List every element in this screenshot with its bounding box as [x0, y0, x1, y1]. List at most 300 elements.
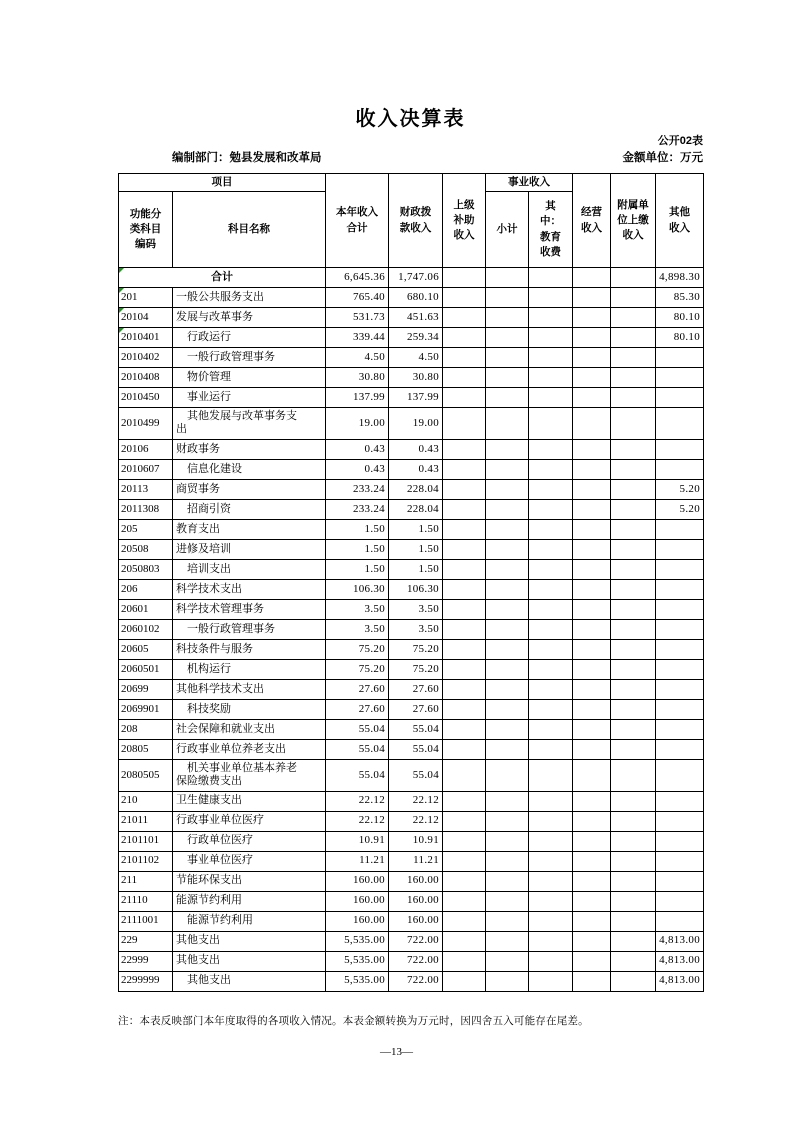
value-affiliated-remittance — [611, 328, 656, 348]
value-operating-income — [573, 479, 611, 499]
value-other-income — [656, 559, 704, 579]
value-total-income: 233.24 — [326, 479, 389, 499]
value-superior-subsidy — [443, 719, 486, 739]
value-total-income: 1.50 — [326, 559, 389, 579]
code-cell: 2101101 — [119, 831, 173, 851]
value-other-income: 5.20 — [656, 479, 704, 499]
value-affiliated-remittance — [611, 739, 656, 759]
value-total-income: 75.20 — [326, 639, 389, 659]
table-row — [119, 911, 704, 931]
value-other-income — [656, 699, 704, 719]
value-superior-subsidy — [443, 268, 486, 288]
value-total-income: 5,535.00 — [326, 971, 389, 991]
table-row — [119, 951, 704, 971]
code-cell: 229 — [119, 931, 173, 951]
value-operating-income — [573, 388, 611, 408]
value-other-income — [656, 639, 704, 659]
name-cell: 能源节约利用 — [173, 911, 326, 931]
value-operating-income — [573, 911, 611, 931]
value-affiliated-remittance — [611, 931, 656, 951]
value-education-fees — [529, 308, 573, 328]
value-operating-income — [573, 719, 611, 739]
code-cell: 20106 — [119, 439, 173, 459]
value-operating-income — [573, 851, 611, 871]
value-fiscal-appropriation: 19.00 — [389, 408, 443, 440]
value-education-fees — [529, 368, 573, 388]
value-affiliated-remittance — [611, 459, 656, 479]
value-operating-income — [573, 308, 611, 328]
header-other-income: 其他收入 — [656, 174, 704, 268]
value-education-fees — [529, 871, 573, 891]
value-subtotal — [486, 811, 529, 831]
value-education-fees — [529, 459, 573, 479]
value-total-income: 30.80 — [326, 368, 389, 388]
value-superior-subsidy — [443, 699, 486, 719]
value-total-income: 19.00 — [326, 408, 389, 440]
code-cell: 22999 — [119, 951, 173, 971]
table-row — [119, 759, 704, 791]
value-education-fees — [529, 931, 573, 951]
value-operating-income — [573, 699, 611, 719]
value-education-fees — [529, 971, 573, 991]
value-education-fees — [529, 439, 573, 459]
value-fiscal-appropriation: 3.50 — [389, 599, 443, 619]
value-education-fees — [529, 539, 573, 559]
value-fiscal-appropriation: 228.04 — [389, 499, 443, 519]
value-operating-income — [573, 328, 611, 348]
value-subtotal — [486, 559, 529, 579]
value-total-income: 160.00 — [326, 911, 389, 931]
value-subtotal — [486, 388, 529, 408]
code-cell: 2060501 — [119, 659, 173, 679]
table-row — [119, 719, 704, 739]
value-superior-subsidy — [443, 951, 486, 971]
value-subtotal — [486, 759, 529, 791]
value-affiliated-remittance — [611, 831, 656, 851]
value-superior-subsidy — [443, 499, 486, 519]
name-cell: 培训支出 — [173, 559, 326, 579]
value-superior-subsidy — [443, 871, 486, 891]
value-education-fees — [529, 348, 573, 368]
value-superior-subsidy — [443, 408, 486, 440]
code-cell: 201 — [119, 288, 173, 308]
value-fiscal-appropriation: 55.04 — [389, 759, 443, 791]
name-cell: 信息化建设 — [173, 459, 326, 479]
table-row — [119, 519, 704, 539]
value-affiliated-remittance — [611, 719, 656, 739]
value-total-income: 5,535.00 — [326, 931, 389, 951]
name-cell: 合计 — [119, 268, 326, 288]
header-total-income: 本年收入合计 — [326, 174, 389, 268]
code-cell: 2010607 — [119, 459, 173, 479]
name-cell: 科技条件与服务 — [173, 639, 326, 659]
name-cell: 进修及培训 — [173, 539, 326, 559]
value-affiliated-remittance — [611, 388, 656, 408]
value-operating-income — [573, 408, 611, 440]
code-cell: 20699 — [119, 679, 173, 699]
header-name: 科目名称 — [173, 192, 326, 268]
value-education-fees — [529, 831, 573, 851]
value-superior-subsidy — [443, 368, 486, 388]
value-total-income: 1.50 — [326, 519, 389, 539]
value-fiscal-appropriation: 160.00 — [389, 911, 443, 931]
value-operating-income — [573, 539, 611, 559]
header-code: 功能分类科目编码 — [119, 192, 173, 268]
value-total-income: 339.44 — [326, 328, 389, 348]
value-other-income — [656, 408, 704, 440]
name-cell: 机关事业单位基本养老保险缴费支出 — [173, 759, 326, 791]
value-subtotal — [486, 831, 529, 851]
value-education-fees — [529, 791, 573, 811]
value-other-income: 4,813.00 — [656, 971, 704, 991]
value-operating-income — [573, 288, 611, 308]
value-operating-income — [573, 268, 611, 288]
name-cell: 科学技术支出 — [173, 579, 326, 599]
value-superior-subsidy — [443, 439, 486, 459]
value-education-fees — [529, 599, 573, 619]
value-superior-subsidy — [443, 831, 486, 851]
table-row — [119, 639, 704, 659]
value-superior-subsidy — [443, 679, 486, 699]
table-row — [119, 931, 704, 951]
name-cell: 能源节约利用 — [173, 891, 326, 911]
value-other-income — [656, 459, 704, 479]
value-fiscal-appropriation: 4.50 — [389, 348, 443, 368]
value-superior-subsidy — [443, 519, 486, 539]
value-subtotal — [486, 519, 529, 539]
value-other-income — [656, 539, 704, 559]
value-superior-subsidy — [443, 911, 486, 931]
value-total-income: 22.12 — [326, 811, 389, 831]
value-fiscal-appropriation: 451.63 — [389, 308, 443, 328]
value-subtotal — [486, 439, 529, 459]
value-operating-income — [573, 871, 611, 891]
name-cell: 事业运行 — [173, 388, 326, 408]
value-superior-subsidy — [443, 971, 486, 991]
value-affiliated-remittance — [611, 891, 656, 911]
value-subtotal — [486, 931, 529, 951]
value-superior-subsidy — [443, 739, 486, 759]
value-affiliated-remittance — [611, 539, 656, 559]
value-fiscal-appropriation: 722.00 — [389, 931, 443, 951]
value-total-income: 5,535.00 — [326, 951, 389, 971]
value-other-income — [656, 368, 704, 388]
table-row — [119, 739, 704, 759]
value-affiliated-remittance — [611, 408, 656, 440]
value-affiliated-remittance — [611, 851, 656, 871]
value-fiscal-appropriation: 22.12 — [389, 811, 443, 831]
code-cell: 2299999 — [119, 971, 173, 991]
value-subtotal — [486, 699, 529, 719]
value-education-fees — [529, 559, 573, 579]
code-cell: 20508 — [119, 539, 173, 559]
code-cell: 20805 — [119, 739, 173, 759]
name-cell: 其他发展与改革事务支出 — [173, 408, 326, 440]
value-superior-subsidy — [443, 348, 486, 368]
value-operating-income — [573, 831, 611, 851]
value-total-income: 531.73 — [326, 308, 389, 328]
value-fiscal-appropriation: 106.30 — [389, 579, 443, 599]
code-cell: 2050803 — [119, 559, 173, 579]
code-cell: 2011308 — [119, 499, 173, 519]
value-operating-income — [573, 951, 611, 971]
value-education-fees — [529, 408, 573, 440]
value-total-income: 55.04 — [326, 719, 389, 739]
value-fiscal-appropriation: 228.04 — [389, 479, 443, 499]
name-cell: 科技奖励 — [173, 699, 326, 719]
table-row — [119, 408, 704, 440]
value-education-fees — [529, 619, 573, 639]
value-operating-income — [573, 971, 611, 991]
name-cell: 物价管理 — [173, 368, 326, 388]
table-row — [119, 811, 704, 831]
value-subtotal — [486, 871, 529, 891]
value-affiliated-remittance — [611, 599, 656, 619]
name-cell: 其他科学技术支出 — [173, 679, 326, 699]
value-subtotal — [486, 791, 529, 811]
value-operating-income — [573, 348, 611, 368]
value-total-income: 55.04 — [326, 739, 389, 759]
value-other-income — [656, 659, 704, 679]
name-cell: 行政单位医疗 — [173, 831, 326, 851]
table-row — [119, 791, 704, 811]
name-cell: 社会保障和就业支出 — [173, 719, 326, 739]
value-affiliated-remittance — [611, 479, 656, 499]
code-cell: 20605 — [119, 639, 173, 659]
name-cell: 财政事务 — [173, 439, 326, 459]
value-affiliated-remittance — [611, 811, 656, 831]
table-row — [119, 368, 704, 388]
value-affiliated-remittance — [611, 639, 656, 659]
value-other-income — [656, 719, 704, 739]
value-education-fees — [529, 388, 573, 408]
income-table — [118, 173, 704, 992]
name-cell: 其他支出 — [173, 931, 326, 951]
value-other-income: 80.10 — [656, 328, 704, 348]
value-fiscal-appropriation: 160.00 — [389, 891, 443, 911]
value-subtotal — [486, 499, 529, 519]
value-fiscal-appropriation: 137.99 — [389, 388, 443, 408]
value-operating-income — [573, 739, 611, 759]
code-cell: 2069901 — [119, 699, 173, 719]
name-cell: 机构运行 — [173, 659, 326, 679]
value-fiscal-appropriation: 0.43 — [389, 439, 443, 459]
value-education-fees — [529, 851, 573, 871]
value-total-income: 106.30 — [326, 579, 389, 599]
value-fiscal-appropriation: 1,747.06 — [389, 268, 443, 288]
value-fiscal-appropriation: 10.91 — [389, 831, 443, 851]
code-cell: 2101102 — [119, 851, 173, 871]
value-fiscal-appropriation: 160.00 — [389, 871, 443, 891]
value-fiscal-appropriation: 75.20 — [389, 639, 443, 659]
table-row — [119, 871, 704, 891]
value-other-income — [656, 519, 704, 539]
value-superior-subsidy — [443, 328, 486, 348]
value-affiliated-remittance — [611, 368, 656, 388]
value-subtotal — [486, 619, 529, 639]
value-other-income — [656, 348, 704, 368]
value-operating-income — [573, 439, 611, 459]
value-affiliated-remittance — [611, 759, 656, 791]
value-fiscal-appropriation: 27.60 — [389, 679, 443, 699]
code-cell: 20104 — [119, 308, 173, 328]
code-cell: 2060102 — [119, 619, 173, 639]
value-fiscal-appropriation: 722.00 — [389, 951, 443, 971]
meta-line-department — [118, 149, 703, 165]
value-other-income — [656, 911, 704, 931]
value-other-income — [656, 811, 704, 831]
value-total-income: 160.00 — [326, 891, 389, 911]
value-fiscal-appropriation: 680.10 — [389, 288, 443, 308]
value-operating-income — [573, 931, 611, 951]
table-row — [119, 891, 704, 911]
value-education-fees — [529, 268, 573, 288]
table-row — [119, 659, 704, 679]
value-total-income: 75.20 — [326, 659, 389, 679]
value-affiliated-remittance — [611, 699, 656, 719]
value-operating-income — [573, 679, 611, 699]
header-item-group: 项目 — [119, 174, 326, 192]
value-other-income — [656, 679, 704, 699]
value-total-income: 6,645.36 — [326, 268, 389, 288]
value-subtotal — [486, 739, 529, 759]
value-affiliated-remittance — [611, 619, 656, 639]
value-education-fees — [529, 811, 573, 831]
name-cell: 一般行政管理事务 — [173, 619, 326, 639]
value-education-fees — [529, 659, 573, 679]
name-cell: 发展与改革事务 — [173, 308, 326, 328]
value-subtotal — [486, 308, 529, 328]
header-row-1 — [119, 174, 704, 192]
value-education-fees — [529, 759, 573, 791]
value-total-income: 137.99 — [326, 388, 389, 408]
value-affiliated-remittance — [611, 791, 656, 811]
value-total-income: 233.24 — [326, 499, 389, 519]
code-cell: 2010402 — [119, 348, 173, 368]
value-superior-subsidy — [443, 759, 486, 791]
value-other-income — [656, 579, 704, 599]
value-subtotal — [486, 268, 529, 288]
value-fiscal-appropriation: 75.20 — [389, 659, 443, 679]
header-business-income-group: 事业收入 — [486, 174, 573, 192]
value-superior-subsidy — [443, 931, 486, 951]
value-affiliated-remittance — [611, 951, 656, 971]
value-superior-subsidy — [443, 288, 486, 308]
value-subtotal — [486, 639, 529, 659]
value-total-income: 10.91 — [326, 831, 389, 851]
value-operating-income — [573, 519, 611, 539]
value-operating-income — [573, 559, 611, 579]
value-operating-income — [573, 499, 611, 519]
value-superior-subsidy — [443, 619, 486, 639]
value-affiliated-remittance — [611, 499, 656, 519]
value-subtotal — [486, 539, 529, 559]
value-superior-subsidy — [443, 851, 486, 871]
value-education-fees — [529, 739, 573, 759]
name-cell: 卫生健康支出 — [173, 791, 326, 811]
header-affiliated-remittance: 附属单位上缴收入 — [611, 174, 656, 268]
value-total-income: 4.50 — [326, 348, 389, 368]
value-other-income: 5.20 — [656, 499, 704, 519]
page-number: —13— — [380, 1046, 413, 1058]
page-title: 收入决算表 — [355, 108, 466, 130]
value-affiliated-remittance — [611, 659, 656, 679]
value-subtotal — [486, 851, 529, 871]
value-affiliated-remittance — [611, 679, 656, 699]
header-subtotal: 小计 — [486, 192, 529, 268]
note: 注：本表反映部门本年度取得的各项收入情况。本表金额转换为万元时，因四舍五入可能存在尾差。 — [118, 1016, 589, 1027]
value-total-income: 27.60 — [326, 699, 389, 719]
value-superior-subsidy — [443, 459, 486, 479]
value-subtotal — [486, 579, 529, 599]
value-operating-income — [573, 368, 611, 388]
value-education-fees — [529, 328, 573, 348]
value-affiliated-remittance — [611, 268, 656, 288]
value-fiscal-appropriation: 55.04 — [389, 719, 443, 739]
value-superior-subsidy — [443, 599, 486, 619]
value-operating-income — [573, 639, 611, 659]
name-cell: 行政事业单位养老支出 — [173, 739, 326, 759]
value-superior-subsidy — [443, 811, 486, 831]
department-label: 编制部门：勉县发展和改革局 — [172, 152, 322, 164]
value-subtotal — [486, 659, 529, 679]
code-cell: 20113 — [119, 479, 173, 499]
value-fiscal-appropriation: 0.43 — [389, 459, 443, 479]
value-superior-subsidy — [443, 479, 486, 499]
value-subtotal — [486, 328, 529, 348]
name-cell: 教育支出 — [173, 519, 326, 539]
value-subtotal — [486, 288, 529, 308]
value-operating-income — [573, 579, 611, 599]
value-superior-subsidy — [443, 659, 486, 679]
table-row — [119, 699, 704, 719]
name-cell: 其他支出 — [173, 951, 326, 971]
value-subtotal — [486, 408, 529, 440]
value-other-income: 4,898.30 — [656, 268, 704, 288]
value-subtotal — [486, 891, 529, 911]
value-superior-subsidy — [443, 539, 486, 559]
value-operating-income — [573, 659, 611, 679]
code-cell: 210 — [119, 791, 173, 811]
value-operating-income — [573, 759, 611, 791]
value-operating-income — [573, 891, 611, 911]
table-row — [119, 388, 704, 408]
header-education-fees: 其中：教育收费 — [529, 192, 573, 268]
value-operating-income — [573, 599, 611, 619]
value-total-income: 11.21 — [326, 851, 389, 871]
value-subtotal — [486, 719, 529, 739]
value-subtotal — [486, 479, 529, 499]
unit-label: 金额单位：万元 — [622, 152, 703, 164]
value-operating-income — [573, 811, 611, 831]
value-education-fees — [529, 519, 573, 539]
table-row — [119, 348, 704, 368]
value-total-income: 160.00 — [326, 871, 389, 891]
table-row — [119, 971, 704, 991]
header-superior-subsidy: 上级补助收入 — [443, 174, 486, 268]
name-cell: 行政事业单位医疗 — [173, 811, 326, 831]
code-cell: 2010401 — [119, 328, 173, 348]
value-subtotal — [486, 911, 529, 931]
value-other-income — [656, 791, 704, 811]
code-cell: 2080505 — [119, 759, 173, 791]
value-total-income: 27.60 — [326, 679, 389, 699]
name-cell: 科学技术管理事务 — [173, 599, 326, 619]
value-total-income: 22.12 — [326, 791, 389, 811]
value-total-income: 3.50 — [326, 619, 389, 639]
table-row — [119, 599, 704, 619]
value-subtotal — [486, 679, 529, 699]
